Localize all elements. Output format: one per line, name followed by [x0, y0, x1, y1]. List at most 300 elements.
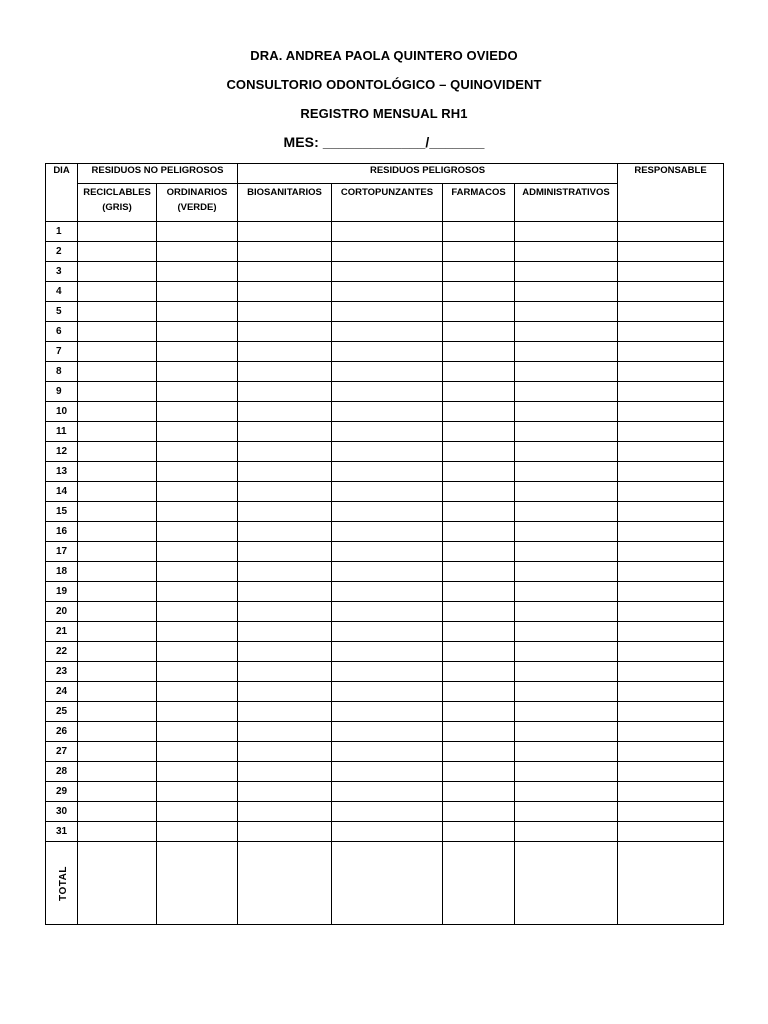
entry-cell[interactable] — [515, 622, 618, 642]
entry-cell[interactable] — [332, 302, 443, 322]
entry-cell[interactable] — [515, 462, 618, 482]
responsible-cell[interactable] — [618, 502, 724, 522]
entry-cell[interactable] — [238, 542, 332, 562]
entry-cell[interactable] — [515, 762, 618, 782]
table-row — [46, 362, 724, 382]
entry-cell[interactable] — [238, 402, 332, 422]
total-cell[interactable] — [618, 842, 724, 925]
day-number: 29 — [46, 782, 78, 802]
entry-cell[interactable] — [78, 602, 157, 622]
table-row — [46, 742, 724, 762]
entry-cell[interactable] — [238, 562, 332, 582]
day-number: 9 — [46, 382, 78, 402]
entry-cell[interactable] — [332, 482, 443, 502]
entry-cell[interactable] — [332, 762, 443, 782]
entry-cell[interactable] — [515, 402, 618, 422]
responsible-cell[interactable] — [618, 642, 724, 662]
day-number: 2 — [46, 242, 78, 262]
table-row — [46, 702, 724, 722]
table-row — [46, 782, 724, 802]
day-number: 7 — [46, 342, 78, 362]
entry-cell[interactable] — [332, 362, 443, 382]
entry-cell[interactable] — [157, 402, 238, 422]
entry-cell[interactable] — [515, 362, 618, 382]
entry-cell[interactable] — [443, 722, 515, 742]
entry-cell[interactable] — [332, 722, 443, 742]
table-row — [46, 242, 724, 262]
entry-cell[interactable] — [238, 382, 332, 402]
entry-cell[interactable] — [515, 222, 618, 242]
responsible-cell[interactable] — [618, 402, 724, 422]
entry-cell[interactable] — [238, 422, 332, 442]
responsible-cell[interactable] — [618, 602, 724, 622]
entry-cell[interactable] — [157, 222, 238, 242]
entry-cell[interactable] — [78, 762, 157, 782]
entry-cell[interactable] — [78, 742, 157, 762]
entry-cell[interactable] — [332, 602, 443, 622]
entry-cell[interactable] — [332, 442, 443, 462]
entry-cell[interactable] — [238, 662, 332, 682]
entry-cell[interactable] — [443, 742, 515, 762]
entry-cell[interactable] — [157, 602, 238, 622]
responsible-cell[interactable] — [618, 442, 724, 462]
day-number: 26 — [46, 722, 78, 742]
entry-cell[interactable] — [157, 582, 238, 602]
total-cell[interactable] — [443, 842, 515, 925]
table-row — [46, 382, 724, 402]
entry-cell[interactable] — [238, 582, 332, 602]
entry-cell[interactable] — [443, 762, 515, 782]
day-rows — [46, 222, 724, 842]
entry-cell[interactable] — [238, 802, 332, 822]
entry-cell[interactable] — [78, 582, 157, 602]
entry-cell[interactable] — [238, 622, 332, 642]
table-row — [46, 282, 724, 302]
entry-cell[interactable] — [157, 362, 238, 382]
entry-cell[interactable] — [443, 422, 515, 442]
entry-cell[interactable] — [443, 382, 515, 402]
day-number: 13 — [46, 462, 78, 482]
entry-cell[interactable] — [515, 302, 618, 322]
responsible-header: RESPONSABLE — [618, 164, 724, 222]
entry-cell[interactable] — [157, 302, 238, 322]
entry-cell[interactable] — [515, 642, 618, 662]
entry-cell[interactable] — [443, 282, 515, 302]
entry-cell[interactable] — [332, 742, 443, 762]
entry-cell[interactable] — [332, 402, 443, 422]
entry-cell[interactable] — [443, 822, 515, 842]
entry-cell[interactable] — [238, 362, 332, 382]
responsible-cell[interactable] — [618, 662, 724, 682]
day-number: 11 — [46, 422, 78, 442]
entry-cell[interactable] — [157, 442, 238, 462]
entry-cell[interactable] — [443, 362, 515, 382]
hazardous-group-header: RESIDUOS PELIGROSOS — [238, 164, 618, 184]
responsible-cell[interactable] — [618, 722, 724, 742]
responsible-cell[interactable] — [618, 702, 724, 722]
entry-cell[interactable] — [515, 442, 618, 462]
entry-cell[interactable] — [78, 802, 157, 822]
day-number: 1 — [46, 222, 78, 242]
responsible-cell[interactable] — [618, 622, 724, 642]
day-number: 21 — [46, 622, 78, 642]
responsible-cell[interactable] — [618, 522, 724, 542]
table-row — [46, 662, 724, 682]
entry-cell[interactable] — [443, 322, 515, 342]
entry-cell[interactable] — [515, 502, 618, 522]
entry-cell[interactable] — [443, 702, 515, 722]
ordinary-header: ORDINARIOS (VERDE) — [157, 184, 238, 222]
entry-cell[interactable] — [157, 742, 238, 762]
entry-cell[interactable] — [78, 282, 157, 302]
total-label-cell — [46, 842, 78, 925]
entry-cell[interactable] — [78, 262, 157, 282]
entry-cell[interactable] — [238, 502, 332, 522]
day-number: 18 — [46, 562, 78, 582]
entry-cell[interactable] — [78, 662, 157, 682]
entry-cell[interactable] — [157, 522, 238, 542]
entry-cell[interactable] — [515, 742, 618, 762]
entry-cell[interactable] — [443, 502, 515, 522]
entry-cell[interactable] — [78, 362, 157, 382]
table-row — [46, 562, 724, 582]
table-row — [46, 342, 724, 362]
entry-cell[interactable] — [515, 662, 618, 682]
entry-cell[interactable] — [443, 802, 515, 822]
day-number: 5 — [46, 302, 78, 322]
responsible-cell[interactable] — [618, 342, 724, 362]
entry-cell[interactable] — [157, 722, 238, 742]
table-row — [46, 322, 724, 342]
entry-cell[interactable] — [443, 302, 515, 322]
entry-cell[interactable] — [443, 622, 515, 642]
entry-cell[interactable] — [443, 542, 515, 562]
entry-cell[interactable] — [78, 322, 157, 342]
entry-cell[interactable] — [332, 642, 443, 662]
table-row — [46, 682, 724, 702]
day-number: 24 — [46, 682, 78, 702]
clinic-name: CONSULTORIO ODONTOLÓGICO – QUINOVIDENT — [226, 77, 542, 92]
total-cell[interactable] — [78, 842, 157, 925]
entry-cell[interactable] — [443, 482, 515, 502]
entry-cell[interactable] — [332, 342, 443, 362]
entry-cell[interactable] — [332, 782, 443, 802]
total-label: TOTAL — [57, 865, 69, 901]
table-row — [46, 482, 724, 502]
entry-cell[interactable] — [78, 382, 157, 402]
entry-cell[interactable] — [78, 722, 157, 742]
entry-cell[interactable] — [78, 702, 157, 722]
day-number: 3 — [46, 262, 78, 282]
entry-cell[interactable] — [157, 702, 238, 722]
sharps-header: CORTOPUNZANTES — [332, 184, 443, 222]
entry-cell[interactable] — [78, 242, 157, 262]
table-row — [46, 222, 724, 242]
responsible-cell[interactable] — [618, 682, 724, 702]
table-row — [46, 762, 724, 782]
entry-cell[interactable] — [332, 222, 443, 242]
entry-cell[interactable] — [78, 222, 157, 242]
day-number: 6 — [46, 322, 78, 342]
entry-cell[interactable] — [238, 302, 332, 322]
entry-cell[interactable] — [78, 302, 157, 322]
biosanitary-header: BIOSANITARIOS — [238, 184, 332, 222]
entry-cell[interactable] — [332, 802, 443, 822]
entry-cell[interactable] — [443, 582, 515, 602]
entry-cell[interactable] — [332, 382, 443, 402]
entry-cell[interactable] — [515, 482, 618, 502]
entry-cell[interactable] — [515, 802, 618, 822]
responsible-cell[interactable] — [618, 322, 724, 342]
entry-cell[interactable] — [238, 822, 332, 842]
entry-cell[interactable] — [332, 322, 443, 342]
entry-cell[interactable] — [515, 322, 618, 342]
entry-cell[interactable] — [238, 702, 332, 722]
month-field: MES: _____________/_______ — [283, 134, 485, 150]
entry-cell[interactable] — [515, 722, 618, 742]
responsible-cell[interactable] — [618, 582, 724, 602]
pharmaceuticals-header: FARMACOS — [443, 184, 515, 222]
entry-cell[interactable] — [443, 522, 515, 542]
entry-cell[interactable] — [515, 262, 618, 282]
day-number: 15 — [46, 502, 78, 522]
responsible-cell[interactable] — [618, 562, 724, 582]
responsible-cell[interactable] — [618, 422, 724, 442]
entry-cell[interactable] — [157, 482, 238, 502]
responsible-cell[interactable] — [618, 282, 724, 302]
responsible-cell[interactable] — [618, 542, 724, 562]
table-row — [46, 582, 724, 602]
entry-cell[interactable] — [238, 642, 332, 662]
entry-cell[interactable] — [443, 262, 515, 282]
entry-cell[interactable] — [238, 602, 332, 622]
administrative-header: ADMINISTRATIVOS — [515, 184, 618, 222]
entry-cell[interactable] — [78, 822, 157, 842]
total-cell[interactable] — [332, 842, 443, 925]
entry-cell[interactable] — [515, 422, 618, 442]
entry-cell[interactable] — [157, 822, 238, 842]
entry-cell[interactable] — [332, 262, 443, 282]
entry-cell[interactable] — [78, 462, 157, 482]
total-cell[interactable] — [238, 842, 332, 925]
entry-cell[interactable] — [515, 282, 618, 302]
responsible-cell[interactable] — [618, 362, 724, 382]
day-number: 14 — [46, 482, 78, 502]
entry-cell[interactable] — [443, 642, 515, 662]
header-group-row — [46, 164, 724, 184]
day-number: 27 — [46, 742, 78, 762]
entry-cell[interactable] — [515, 562, 618, 582]
entry-cell[interactable] — [515, 382, 618, 402]
entry-cell[interactable] — [515, 702, 618, 722]
entry-cell[interactable] — [238, 262, 332, 282]
responsible-cell[interactable] — [618, 242, 724, 262]
day-number: 4 — [46, 282, 78, 302]
day-number: 22 — [46, 642, 78, 662]
table-row — [46, 622, 724, 642]
day-number: 23 — [46, 662, 78, 682]
entry-cell[interactable] — [78, 622, 157, 642]
day-number: 19 — [46, 582, 78, 602]
responsible-cell[interactable] — [618, 822, 724, 842]
entry-cell[interactable] — [332, 542, 443, 562]
responsible-cell[interactable] — [618, 382, 724, 402]
entry-cell[interactable] — [332, 502, 443, 522]
entry-cell[interactable] — [238, 482, 332, 502]
table-row — [46, 802, 724, 822]
entry-cell[interactable] — [443, 602, 515, 622]
entry-cell[interactable] — [157, 802, 238, 822]
entry-cell[interactable] — [238, 762, 332, 782]
entry-cell[interactable] — [78, 402, 157, 422]
day-number: 12 — [46, 442, 78, 462]
entry-cell[interactable] — [78, 642, 157, 662]
entry-cell[interactable] — [157, 282, 238, 302]
entry-cell[interactable] — [332, 662, 443, 682]
entry-cell[interactable] — [157, 342, 238, 362]
responsible-cell[interactable] — [618, 462, 724, 482]
entry-cell[interactable] — [515, 782, 618, 802]
entry-cell[interactable] — [78, 542, 157, 562]
entry-cell[interactable] — [157, 542, 238, 562]
entry-cell[interactable] — [157, 382, 238, 402]
day-number: 31 — [46, 822, 78, 842]
responsible-cell[interactable] — [618, 302, 724, 322]
entry-cell[interactable] — [78, 682, 157, 702]
entry-cell[interactable] — [443, 462, 515, 482]
entry-cell[interactable] — [238, 222, 332, 242]
table-row — [46, 302, 724, 322]
responsible-cell[interactable] — [618, 802, 724, 822]
entry-cell[interactable] — [443, 782, 515, 802]
entry-cell[interactable] — [78, 422, 157, 442]
day-number: 16 — [46, 522, 78, 542]
entry-cell[interactable] — [332, 462, 443, 482]
entry-cell[interactable] — [238, 342, 332, 362]
total-cell[interactable] — [515, 842, 618, 925]
entry-cell[interactable] — [238, 522, 332, 542]
entry-cell[interactable] — [332, 582, 443, 602]
entry-cell[interactable] — [78, 502, 157, 522]
table-row — [46, 462, 724, 482]
entry-cell[interactable] — [332, 702, 443, 722]
entry-cell[interactable] — [332, 562, 443, 582]
responsible-cell[interactable] — [618, 762, 724, 782]
entry-cell[interactable] — [157, 502, 238, 522]
entry-cell[interactable] — [443, 562, 515, 582]
entry-cell[interactable] — [78, 442, 157, 462]
entry-cell[interactable] — [443, 242, 515, 262]
entry-cell[interactable] — [443, 342, 515, 362]
table-row — [46, 442, 724, 462]
day-number: 28 — [46, 762, 78, 782]
table-row — [46, 642, 724, 662]
waste-register-table — [45, 163, 724, 925]
entry-cell[interactable] — [332, 682, 443, 702]
entry-cell[interactable] — [238, 282, 332, 302]
responsible-cell[interactable] — [618, 782, 724, 802]
entry-cell[interactable] — [238, 722, 332, 742]
responsible-cell[interactable] — [618, 742, 724, 762]
entry-cell[interactable] — [515, 242, 618, 262]
non-hazardous-group-header: RESIDUOS NO PELIGROSOS — [78, 164, 238, 184]
table-row — [46, 422, 724, 442]
entry-cell[interactable] — [238, 782, 332, 802]
entry-cell[interactable] — [157, 682, 238, 702]
entry-cell[interactable] — [238, 322, 332, 342]
entry-cell[interactable] — [157, 762, 238, 782]
entry-cell[interactable] — [332, 242, 443, 262]
recyclables-header: RECICLABLES (GRIS) — [78, 184, 157, 222]
day-number: 30 — [46, 802, 78, 822]
table-row — [46, 542, 724, 562]
entry-cell[interactable] — [157, 262, 238, 282]
entry-cell[interactable] — [157, 662, 238, 682]
entry-cell[interactable] — [332, 622, 443, 642]
entry-cell[interactable] — [515, 542, 618, 562]
total-row — [46, 842, 724, 925]
day-number: 8 — [46, 362, 78, 382]
entry-cell[interactable] — [515, 602, 618, 622]
total-cell[interactable] — [157, 842, 238, 925]
day-number: 25 — [46, 702, 78, 722]
entry-cell[interactable] — [515, 522, 618, 542]
entry-cell[interactable] — [157, 242, 238, 262]
entry-cell[interactable] — [238, 442, 332, 462]
entry-cell[interactable] — [157, 622, 238, 642]
entry-cell[interactable] — [157, 462, 238, 482]
entry-cell[interactable] — [78, 782, 157, 802]
day-number: 17 — [46, 542, 78, 562]
entry-cell[interactable] — [78, 562, 157, 582]
entry-cell[interactable] — [515, 582, 618, 602]
table-row — [46, 722, 724, 742]
entry-cell[interactable] — [332, 422, 443, 442]
entry-cell[interactable] — [443, 442, 515, 462]
table-row — [46, 262, 724, 282]
entry-cell[interactable] — [515, 342, 618, 362]
table-row — [46, 402, 724, 422]
responsible-cell[interactable] — [618, 482, 724, 502]
entry-cell[interactable] — [443, 402, 515, 422]
entry-cell[interactable] — [157, 562, 238, 582]
entry-cell[interactable] — [157, 782, 238, 802]
entry-cell[interactable] — [515, 822, 618, 842]
entry-cell[interactable] — [332, 282, 443, 302]
entry-cell[interactable] — [238, 242, 332, 262]
entry-cell[interactable] — [78, 342, 157, 362]
table-row — [46, 602, 724, 622]
entry-cell[interactable] — [157, 322, 238, 342]
entry-cell[interactable] — [238, 742, 332, 762]
entry-cell[interactable] — [157, 642, 238, 662]
responsible-cell[interactable] — [618, 262, 724, 282]
entry-cell[interactable] — [157, 422, 238, 442]
entry-cell[interactable] — [515, 682, 618, 702]
table-row — [46, 502, 724, 522]
entry-cell[interactable] — [78, 522, 157, 542]
responsible-cell[interactable] — [618, 222, 724, 242]
entry-cell[interactable] — [78, 482, 157, 502]
entry-cell[interactable] — [443, 222, 515, 242]
entry-cell[interactable] — [332, 522, 443, 542]
entry-cell[interactable] — [238, 462, 332, 482]
table-row — [46, 822, 724, 842]
entry-cell[interactable] — [332, 822, 443, 842]
entry-cell[interactable] — [443, 662, 515, 682]
entry-cell[interactable] — [443, 682, 515, 702]
entry-cell[interactable] — [238, 682, 332, 702]
